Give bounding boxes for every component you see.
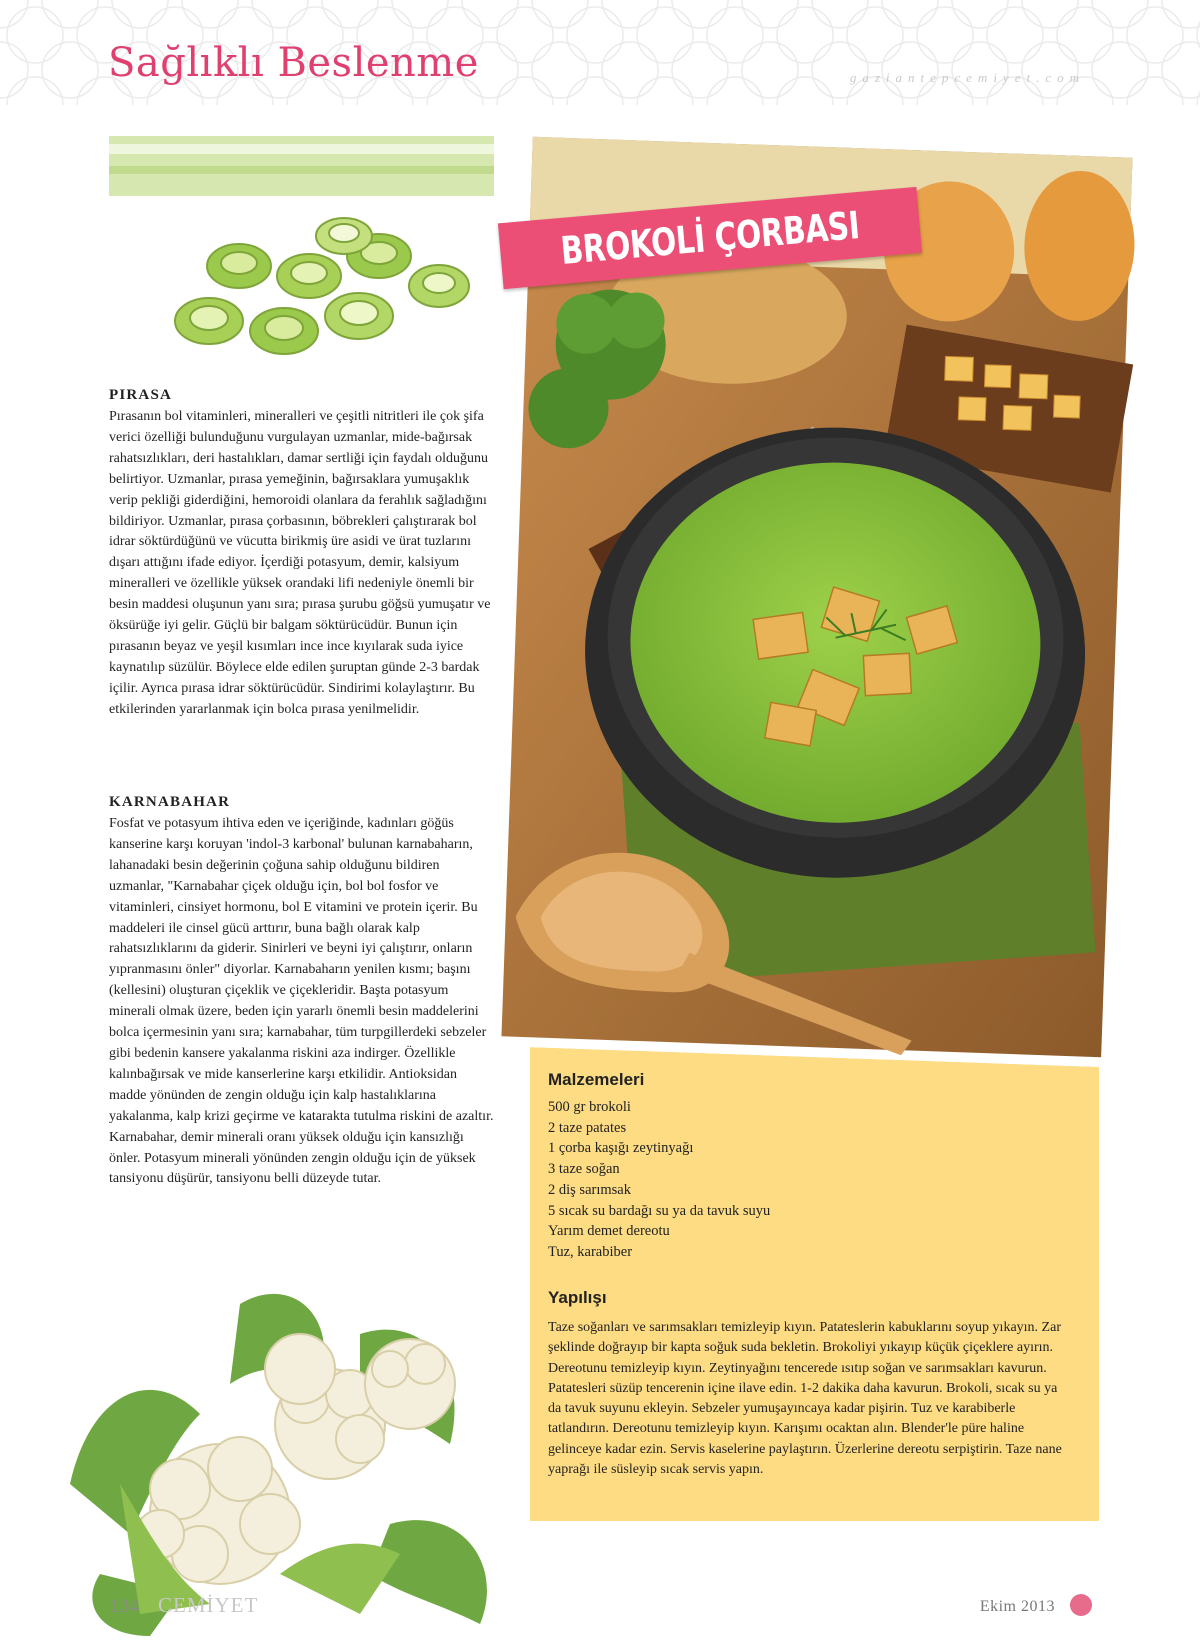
page-number: 134 xyxy=(110,1596,139,1617)
method-title: Yapılışı xyxy=(548,1288,607,1307)
ingredient-item: 1 çorba kaşığı zeytinyağı xyxy=(548,1140,694,1157)
ingredient-item: 500 gr brokoli xyxy=(548,1099,631,1115)
ingredient-item: 2 diş sarımsak xyxy=(548,1181,631,1198)
ingredient-item: Tuz, karabiber xyxy=(548,1243,633,1260)
magazine-name: CEMİYET xyxy=(158,1593,259,1617)
cauliflower-section-paragraph: Fosfat ve potasyum ihtiva eden ve içeriğinde, kadınları göğüs kanserine karşı koruyan 'indol-3 karbonal' bulunan karnabaharın, lahanadaki besin değerinin çoğuna sahip olduğunu bildiren uzmanlar, "Karnabahar çiçek olduğu için, bol bol fosfor ve vitaminleri, cinsiyet hormonu, bol E vitamini ve protein içerir. Bu maddeleri ile cinsel gücü arttırır, buna bağlı olarak kalp rahatsızlıklarını da giderir. Sinirleri ve beyni iyi çalıştırır, onların yıpranmasını önler" diyorlar. Karnabaharın yenilen kısmı; başını (kellesini) oluşturan çiçeklik ve çiçekleridir. Başta potasyum minerali olmak üzere, beden için yararlı önemli besin maddelerini bolca içermesinin yanı sıra; karnabahar, tüm turpgillerdeki sebzeler gibi bedenin kansere yakalanma riskini aza indirger. Özellikle kalınbağırsak ve mide kanserlerine karşı etkilidir. Antioksidan madde yönünden de zengin olduğu için kalp hastalıklarına yakalanma, kalp krizi geçirme ve katarakta tutulma riskini de azaltır. Karnabahar, demir minerali oranı yüksek olduğu için kansızlığı önler. Potasyum minerali yönünden zengin olduğu için de yüksek tansiyonu düşürür, tansiyonu belli düzeyde tutar. xyxy=(109,816,494,1187)
ingredient-item: 3 taze soğan xyxy=(548,1161,620,1178)
leek-photo xyxy=(109,136,494,371)
ingredients-list xyxy=(548,1097,770,1263)
recipe-title: BROKOLİ ÇORBASI xyxy=(558,203,862,273)
site-url: gaziantepcemiyet.com xyxy=(849,70,1085,85)
ingredient-item: Yarım demet dereotu xyxy=(548,1223,670,1240)
leek-section-paragraph: Pırasanın bol vitaminleri, mineralleri ve çeşitli nitritleri ile çok şifa verici özelliği bulunduğunu vurgulayan uzmanlar, mide-bağırsak rahatsızlıkları, deri hastalıkları, damar sertliği için faydalı olduğunu belirtiyor. Uzmanlar, pırasa yemeğinin, bağırsaklara yumuşaklık verip pekliği giderdiğini, hemoroidi olanlara da ferahlık sağladığını bildiriyor. Uzmanlar, pırasa çorbasının, böbrekleri çalıştırarak bol idrar söktürdüğünü ve vücutta birikmiş üre asidi ve ürat tuzlarını dışarı attığını ifade ediyor. İçerdiği potasyum, demir, kalsiyum mineralleri ve özellikle yüksek orandaki lifi nedeniyle önemli bir besin maddesi oluşunun yanı sıra; pırasa şurubu göğsü yumuşatır ve öksürüğe iyi gelir. Güçlü bir balgam söktürücüdür. Bunun için pırasanın beyaz ve yeşil kısımları ince ince kıyılarak suda iyice kaynatılıp süzülür. Böylece elde edilen şuruptan günde 2-3 bardak içilir. Ayrıca pırasa idrar söktürücüdür. Sindirimi kolaylaştırır. Bu etkilerinden yararlanmak için bolca pırasa yenilmelidir. xyxy=(109,409,491,717)
footer-dot-decoration xyxy=(1070,1594,1092,1616)
issue-date: Ekim 2013 xyxy=(979,1598,1055,1615)
method-text: Taze soğanları ve sarımsakları temizleyip kıyın. Patateslerin kabuklarını soyup yıkayın. Zar şeklinde doğrayıp bir kapta soğuk suda bekletin. Brokoliyi yıkayıp küçük çiçeklere ayırın. Dereotunu temizleyip kıyın. Zeytinyağını tencerede ısıtıp soğan ve sarımsakları kavurun. Patatesleri süzüp tencerenin içine ilave edin. 1-2 dakika daha kavurun. Brokoli, sıcak su ya da tavuk suyunu ekleyin. Sebzeler yumuşayıncaya kadar pişirin. Tuz ve karabiberle tatlandırın. Dereotunu temizleyip kıyın. Karışımı ocaktan alın. Blender'le püre haline gelinceye kadar ezin. Servis kaselerine paylaştırın. Üzerlerine dereotu serpiştirin. Taze nane yaprağı ile süsleyip sıcak servis yapın. xyxy=(548,1320,1062,1478)
cauliflower-section-title: KARNABAHAR xyxy=(109,794,231,810)
ingredient-item: 5 sıcak su bardağı su ya da tavuk suyu xyxy=(548,1202,771,1219)
ingredients-title: Malzemeleri xyxy=(548,1070,645,1089)
cauliflower-photo xyxy=(60,1274,505,1636)
page-title: Sağlıklı Beslenme xyxy=(108,40,479,86)
leek-section-title: PIRASA xyxy=(109,387,173,403)
ingredient-item: 2 taze patates xyxy=(548,1119,627,1136)
